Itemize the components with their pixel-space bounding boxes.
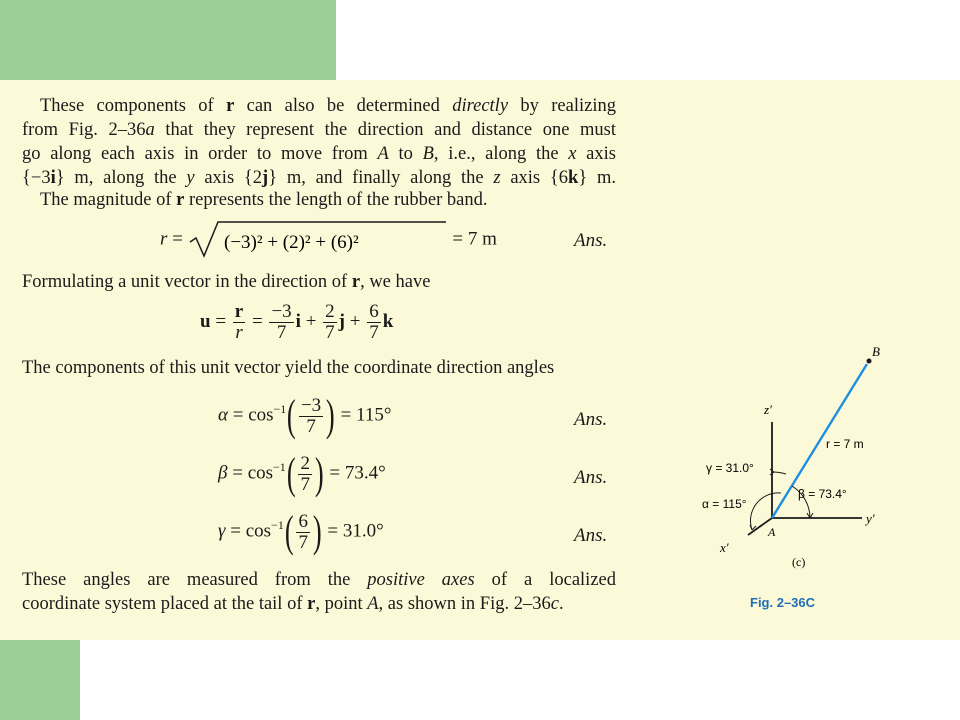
text-line: coordinate system placed at the tail of r, point A, as shown in Fig. 2–36c. <box>22 594 564 614</box>
green-corner-top <box>0 0 336 80</box>
label-r: r = 7 m <box>826 437 864 451</box>
fraction: $\frac{2}{7}$ <box>300 452 310 495</box>
equation-beta: $\beta = \cos^{-1}$( $\frac{2}{7}$ ) = 73.4° <box>218 449 386 498</box>
paragraph-positive-axes <box>22 568 616 616</box>
sqrt-symbol <box>188 220 448 260</box>
text-line: from Fig. 2–36a that they represent the direction and distance one must <box>22 120 617 140</box>
sqrt-content: (−3)² + (2)² + (6)² <box>223 232 359 253</box>
label-b: B <box>872 344 880 359</box>
label-y: y′ <box>866 511 875 526</box>
fraction: $\frac{-3}{7}$ <box>271 301 292 343</box>
label-a: A <box>768 525 776 539</box>
equation-unit-vector: u = $\frac{r}{r}$ = $\frac{-3}{7}$ i + $\frac{2}{7}$ j + $\frac{6}{7}$ k <box>200 301 394 343</box>
label-x: x′ <box>720 540 729 555</box>
text-line: Formulating a unit vector in the direction of r, we have <box>22 272 431 292</box>
label-alpha: α = 115° <box>702 497 747 511</box>
panel-label: (c) <box>792 555 806 569</box>
paragraph-components <box>22 94 616 190</box>
paragraph-unit-vector <box>22 270 616 294</box>
text-line: These components of r can also be determined directly by realizing <box>40 96 616 116</box>
fraction: $\frac{6}{7}$ <box>369 301 379 343</box>
paragraph-direction-angles <box>22 356 616 380</box>
fraction: $\frac{2}{7}$ <box>325 301 335 343</box>
fraction: $\frac{6}{7}$ <box>298 510 308 553</box>
text-line: The components of this unit vector yield the coordinate direction angles <box>22 358 555 378</box>
figure-caption: Fig. 2–36C <box>750 595 816 610</box>
answer-label: Ans. <box>574 409 608 430</box>
answer-label: Ans. <box>574 525 608 546</box>
label-gamma: γ = 31.0° <box>706 461 754 475</box>
equation-gamma: $\gamma = \cos^{-1}$( $\frac{6}{7}$ ) = 31.0° <box>218 507 384 556</box>
equation-alpha: $\alpha = \cos^{-1}$( $\frac{-3}{7}$ ) = 115° <box>218 391 392 440</box>
answer-label: Ans. <box>574 230 608 251</box>
text-line: The magnitude of r represents the length of the rubber band. <box>40 190 488 210</box>
fraction: $\frac{-3}{7}$ <box>300 394 322 437</box>
paragraph-magnitude <box>22 188 616 212</box>
equation-magnitude: r = (−3)² + (2)² + (6)² = 7 m <box>160 220 497 260</box>
fraction: $\frac{r}{r}$ <box>234 301 244 343</box>
text-line: These angles are measured from the positive axes of a localized <box>22 570 616 590</box>
label-beta: β = 73.4° <box>798 487 847 501</box>
coordinate-figure <box>690 330 910 590</box>
point-b-dot <box>867 359 872 364</box>
text-line: {−3i} m, along the y axis {2j} m, and finally along the z axis {6k} m. <box>22 168 616 188</box>
green-corner-bottom <box>0 640 80 720</box>
answer-label: Ans. <box>574 467 608 488</box>
text-line: go along each axis in order to move from A to B, i.e., along the x axis <box>22 144 616 164</box>
label-z: z′ <box>764 402 772 417</box>
